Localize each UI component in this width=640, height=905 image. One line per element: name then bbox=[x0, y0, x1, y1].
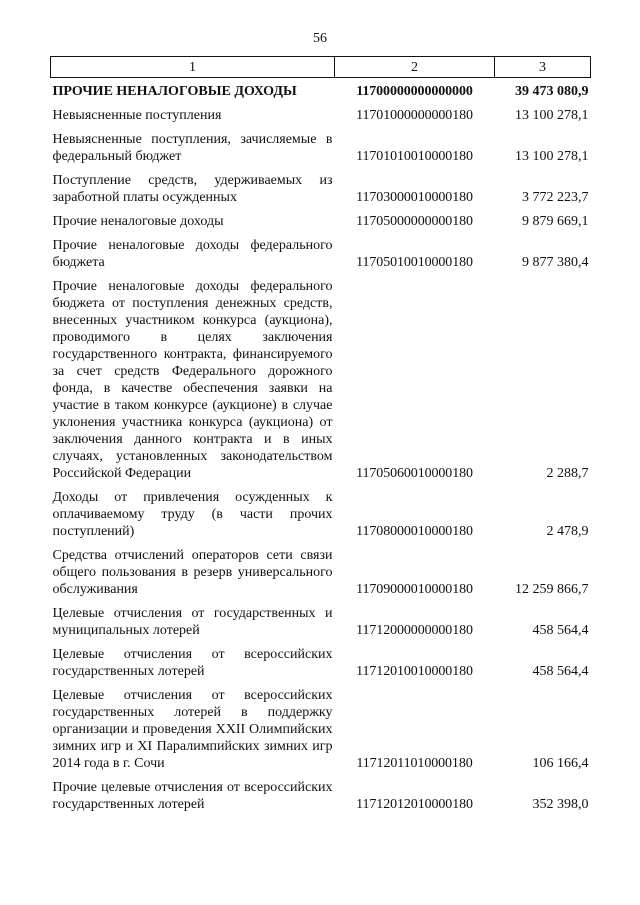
row-name: Прочие неналоговые доходы федерального бюджета от поступления денежных средств, внесенных участником конкурса (аукциона), проводимого в целях заключения государственного контракта, финансируемого за счет средств Федерального дорожного фонда, в качестве обеспечения заявки на участие в таком конкурсе (аукционе) в случае уклонения участника конкурса (аукциона) от заключения данного контракта и в иных случаях, установленных законодательством Российской Федерации bbox=[52, 279, 333, 481]
row-amount: 13 100 278,1 bbox=[515, 108, 589, 123]
table-row bbox=[51, 209, 591, 233]
table-row bbox=[51, 168, 591, 209]
row-name: Прочие неналоговые доходы bbox=[52, 214, 224, 229]
row-amount: 9 879 669,1 bbox=[522, 214, 589, 229]
row-code: 11705060010000180 bbox=[356, 466, 473, 481]
table-header-row bbox=[51, 57, 591, 78]
row-code: 11712000000000180 bbox=[356, 623, 473, 638]
row-code: 11712012010000180 bbox=[356, 797, 473, 812]
row-code: 11701010010000180 bbox=[356, 149, 473, 164]
row-amount: 9 877 380,4 bbox=[522, 255, 589, 270]
row-amount: 458 564,4 bbox=[532, 664, 589, 679]
row-code: 11708000010000180 bbox=[356, 524, 473, 539]
row-name: Средства отчислений операторов сети связи общего пользования в резерв универсального обслуживания bbox=[52, 548, 333, 597]
column-header-3: 3 bbox=[495, 57, 591, 78]
row-name: Целевые отчисления от всероссийских государственных лотерей bbox=[52, 647, 333, 679]
row-name: Прочие целевые отчисления от всероссийских государственных лотерей bbox=[52, 780, 333, 812]
row-amount: 2 478,9 bbox=[546, 524, 589, 539]
column-header-2: 2 bbox=[335, 57, 495, 78]
row-amount: 12 259 866,7 bbox=[515, 582, 589, 597]
row-code: 11700000000000000 bbox=[356, 84, 473, 99]
table-row bbox=[51, 642, 591, 683]
row-code: 11705000000000180 bbox=[356, 214, 473, 229]
table-row bbox=[51, 543, 591, 601]
row-amount: 3 772 223,7 bbox=[522, 190, 589, 205]
table-row bbox=[51, 601, 591, 642]
table-row bbox=[51, 127, 591, 168]
row-name: Невыясненные поступления, зачисляемые в федеральный бюджет bbox=[52, 132, 333, 164]
table-row bbox=[51, 485, 591, 543]
row-code: 11712011010000180 bbox=[356, 756, 473, 771]
row-amount: 458 564,4 bbox=[532, 623, 589, 638]
table-row bbox=[51, 775, 591, 816]
table-row bbox=[51, 78, 591, 104]
row-amount: 106 166,4 bbox=[532, 756, 589, 771]
row-code: 11705010010000180 bbox=[356, 255, 473, 270]
column-header-1: 1 bbox=[51, 57, 335, 78]
row-amount: 352 398,0 bbox=[532, 797, 589, 812]
table-row bbox=[51, 233, 591, 274]
row-name: ПРОЧИЕ НЕНАЛОГОВЫЕ ДОХОДЫ bbox=[52, 84, 297, 99]
row-name: Целевые отчисления от государственных и муниципальных лотерей bbox=[52, 606, 333, 638]
row-code: 11712010010000180 bbox=[356, 664, 473, 679]
row-name: Невыясненные поступления bbox=[52, 108, 222, 123]
page-number: 56 bbox=[313, 31, 327, 46]
row-name: Поступление средств, удерживаемых из заработной платы осужденных bbox=[52, 173, 333, 205]
row-amount: 13 100 278,1 bbox=[515, 149, 589, 164]
row-code: 11709000010000180 bbox=[356, 582, 473, 597]
row-name: Целевые отчисления от всероссийских государственных лотерей в поддержку организации и проведения XXII Олимпийских зимних игр и XI Паралимпийских зимних игр 2014 года в г. Сочи bbox=[52, 688, 333, 771]
row-amount: 2 288,7 bbox=[546, 466, 589, 481]
revenue-table bbox=[50, 56, 591, 816]
row-code: 11701000000000180 bbox=[356, 108, 473, 123]
row-name: Доходы от привлечения осужденных к оплачиваемому труду (в части прочих поступлений) bbox=[52, 490, 333, 539]
table-row bbox=[51, 274, 591, 485]
table-row bbox=[51, 103, 591, 127]
table-row bbox=[51, 683, 591, 775]
row-name: Прочие неналоговые доходы федерального бюджета bbox=[52, 238, 333, 270]
row-amount: 39 473 080,9 bbox=[515, 84, 589, 99]
row-code: 11703000010000180 bbox=[356, 190, 473, 205]
